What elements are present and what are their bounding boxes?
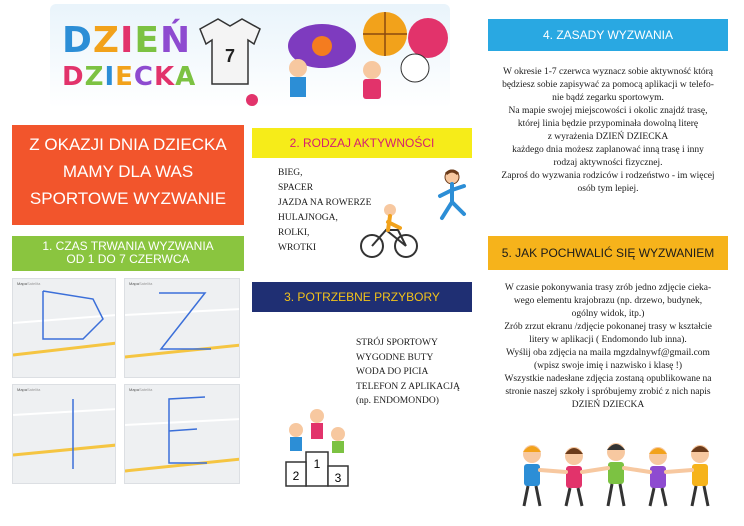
equipment-header: 3. POTRZEBNE PRZYBORY <box>252 282 472 312</box>
rules-line: rodzaj aktywności fizycznej. <box>553 158 663 168</box>
route-map-3 <box>12 384 116 484</box>
girl-icon <box>363 61 381 79</box>
brag-line: W czasie pokonywania trasy zrób jedno zdjęcie cieka- <box>504 283 712 293</box>
map-tab: Mapa <box>17 281 28 286</box>
brag-line: (wpisz swoje imię i nazwisko i klasę !) <box>533 361 682 371</box>
activity-header: 2. RODZAJ AKTYWNOŚCI <box>252 128 472 158</box>
podium-icon <box>282 406 352 488</box>
activity-item: JAZDA NA ROWERZE <box>278 198 372 208</box>
brag-line: Zrób zrzut ekranu /zdjęcie pokonanej trasy w kształcie <box>504 322 712 332</box>
satellite-tab: Satelita <box>139 281 153 286</box>
rules-line: której linia będzie przypominała dowolną literę <box>517 119 699 129</box>
activity-item: HULAJNOGA, <box>278 213 338 223</box>
banner-title-line2: DZIECKA <box>62 62 197 92</box>
rules-header: 4. ZASADY WYZWANIA <box>488 19 728 51</box>
brag-line: Wszystkie nadesłane zdjęcia zostaną opublikowane na <box>504 374 712 384</box>
jersey-number: 7 <box>224 46 236 66</box>
route-d-icon <box>13 279 116 378</box>
kids-group-icon <box>512 440 736 510</box>
activity-item: WROTKI <box>278 243 316 253</box>
ball-icon <box>408 18 448 58</box>
podium-third: 3 <box>334 471 342 485</box>
banner-illustration <box>190 4 450 108</box>
route-map-1 <box>12 278 116 378</box>
activity-item: BIEG, <box>278 168 303 178</box>
runner-icon <box>430 168 474 224</box>
route-z-icon <box>125 279 240 378</box>
equipment-item: WODA DO PICIA <box>356 367 429 377</box>
rules-line: z wyrażenia DZIEŃ DZIECKA <box>547 132 669 142</box>
intro-line: Z OKAZJI DNIA DZIECKA <box>29 135 227 154</box>
map-tab: Mapa <box>17 387 28 392</box>
rules-line: W okresie 1-7 czerwca wyznacz sobie aktywność którą <box>502 67 714 77</box>
satellite-tab: Satelita <box>27 387 41 392</box>
equipment-item: TELEFON Z APLIKACJĄ <box>356 381 460 392</box>
rules-line: Zaproś do wyzwania rodziców i rodzeństwo - im więcej <box>501 171 715 181</box>
route-map-4 <box>124 384 240 484</box>
banner-title-line1: DZIEŃ <box>62 20 192 61</box>
route-map-2 <box>124 278 240 378</box>
brag-line: Wyślij oba zdjęcia na maila mgzdalnywf@gmail.com <box>506 348 710 358</box>
rules-line: nie bądź zegarku sportowym. <box>552 93 664 103</box>
duration-header <box>12 236 244 271</box>
brag-header: 5. JAK POCHWALIĆ SIĘ WYZWANIEM <box>488 236 728 270</box>
equipment-item: (np. ENDOMONDO) <box>356 396 439 406</box>
activity-item: SPACER <box>278 183 314 193</box>
equipment-item: WYGODNE BUTY <box>356 352 434 363</box>
brag-line: ogólny widok, itp.) <box>571 309 645 319</box>
duration-line: OD 1 DO 7 CZERWCA <box>66 252 190 266</box>
brag-line: wego elementu krajobrazu (np. drzewo, budynek, <box>513 296 703 306</box>
map-tab: Mapa <box>129 281 140 286</box>
bicycle-icon <box>358 202 420 260</box>
activity-item: ROLKI, <box>278 228 310 238</box>
brag-line: stronie naszej szkoły i spróbujemy zrobić z nich napis <box>505 387 711 397</box>
brag-text <box>484 282 732 412</box>
equipment-list <box>356 336 460 409</box>
podium-first: 1 <box>313 457 321 471</box>
equipment-item: STRÓJ SPORTOWY <box>356 338 438 348</box>
satellite-tab: Satelita <box>27 281 41 286</box>
jersey-icon <box>200 19 260 84</box>
route-e-icon <box>125 385 240 484</box>
map-tab: Mapa <box>129 387 140 392</box>
duration-line: 1. CZAS TRWANIA WYZWANIA <box>42 239 214 253</box>
rules-line: osób tym lepiej. <box>577 184 639 194</box>
satellite-tab: Satelita <box>139 387 153 392</box>
route-i-icon <box>13 385 116 484</box>
rules-line: Na mapie swojej miejscowości i okolic znajdź trasę, <box>508 106 708 116</box>
intro-line: SPORTOWE WYZWANIE <box>29 189 227 208</box>
rules-text <box>484 66 732 196</box>
intro-box <box>12 125 244 225</box>
football-icon <box>401 54 429 82</box>
brag-line: DZIEŃ DZIECKA <box>571 400 645 410</box>
brag-line: litery w aplikacji ( Endomondo lub inna). <box>529 335 687 345</box>
podium-second: 2 <box>292 469 300 483</box>
banner <box>50 4 450 108</box>
kid-icon <box>289 59 307 77</box>
intro-line: MAMY DLA WAS <box>62 162 194 181</box>
rules-line: będziesz sobie zapisywać za pomocą aplikacji w telefo- <box>502 80 714 90</box>
rules-line: każdego dnia możesz zaplanować inną trasę i inny <box>512 145 704 155</box>
